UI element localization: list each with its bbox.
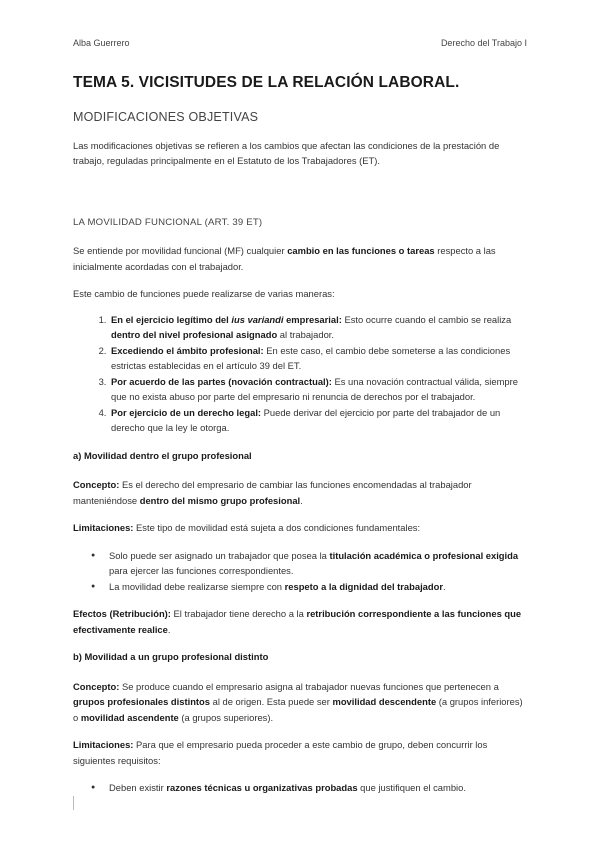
mf-ways-intro: Este cambio de funciones puede realizarse de varias maneras:	[73, 288, 335, 299]
intro-paragraph: Las modificaciones objetivas se refieren a los cambios que afectan las condiciones de la prestación de trabajo, reguladas principalmente en el Estatuto de los Trabajadores (ET).	[73, 139, 500, 166]
a-concepto: Concepto: Es el derecho del empresario de cambiar las funciones encomendadas al trabajador manteniéndose dentro del mismo grupo profesional.	[73, 479, 472, 506]
page-header	[73, 38, 527, 48]
subsection-heading: LA MOVILIDAD FUNCIONAL (ART. 39 ET)	[73, 216, 263, 228]
list-item: 4. Por ejercicio de un derecho legal: Puede derivar del ejercicio por parte del trabajador de un derecho que la ley le otorga.	[109, 405, 527, 436]
list-item: 1. En el ejercicio legítimo del ius variandi empresarial: Esto ocurre cuando el cambio se realiza dentro del nivel profesional asignado al trabajador.	[109, 312, 527, 343]
mf-ways-list	[73, 312, 527, 436]
a-efectos: Efectos (Retribución): El trabajador tiene derecho a la retribución correspondiente a las funciones que efectivamente realice.	[73, 608, 522, 635]
list-item: ● Solo puede ser asignado un trabajador que posea la titulación académica o profesional exigida para ejercer las funciones correspondientes.	[109, 548, 527, 579]
section-heading: MODIFICACIONES OBJETIVAS	[73, 110, 259, 124]
list-item: 3. Por acuerdo de las partes (novación contractual): Es una novación contractual válida, siempre que no exista abuso por parte del empresario ni renuncia de derechos por el trabajador.	[109, 374, 527, 405]
a-limitaciones: Limitaciones: Este tipo de movilidad está sujeta a dos condiciones fundamentales:	[73, 522, 421, 533]
subheading-a: a) Movilidad dentro el grupo profesional	[73, 449, 252, 461]
page-number-marker	[73, 796, 74, 810]
b-bullet-list	[73, 780, 527, 796]
page-title: TEMA 5. VICISITUDES DE LA RELACIÓN LABORAL.	[73, 74, 460, 91]
document-body	[73, 110, 527, 808]
list-item: 2. Excediendo el ámbito profesional: En este caso, el cambio debe someterse a las condiciones estrictas establecidas en el artículo 39 del ET.	[109, 343, 527, 374]
list-item: ● La movilidad debe realizarse siempre con respeto a la dignidad del trabajador.	[109, 579, 527, 595]
subheading-b: b) Movilidad a un grupo profesional distinto	[73, 651, 269, 662]
b-concepto: Concepto: Se produce cuando el empresario asigna al trabajador nuevas funciones que pertenecen a grupos profesionales distintos al de origen. Esta puede ser movilidad descendente (a grupos inferiores) o movilidad ascendente (a grupos superiores).	[73, 680, 523, 723]
header-course: Derecho del Trabajo I	[440, 38, 527, 48]
b-limitaciones: Limitaciones: Para que el empresario pueda proceder a este cambio de grupo, deben concurrir los siguientes requisitos:	[73, 739, 488, 766]
list-item: ● Deben existir razones técnicas u organizativas probadas que justifiquen el cambio.	[109, 780, 527, 796]
a-bullet-list	[73, 548, 527, 595]
mf-definition: Se entiende por movilidad funcional (MF) cualquier cambio en las funciones o tareas respecto a las inicialmente acordadas con el trabajador.	[73, 245, 496, 272]
header-author: Alba Guerrero	[73, 38, 130, 48]
